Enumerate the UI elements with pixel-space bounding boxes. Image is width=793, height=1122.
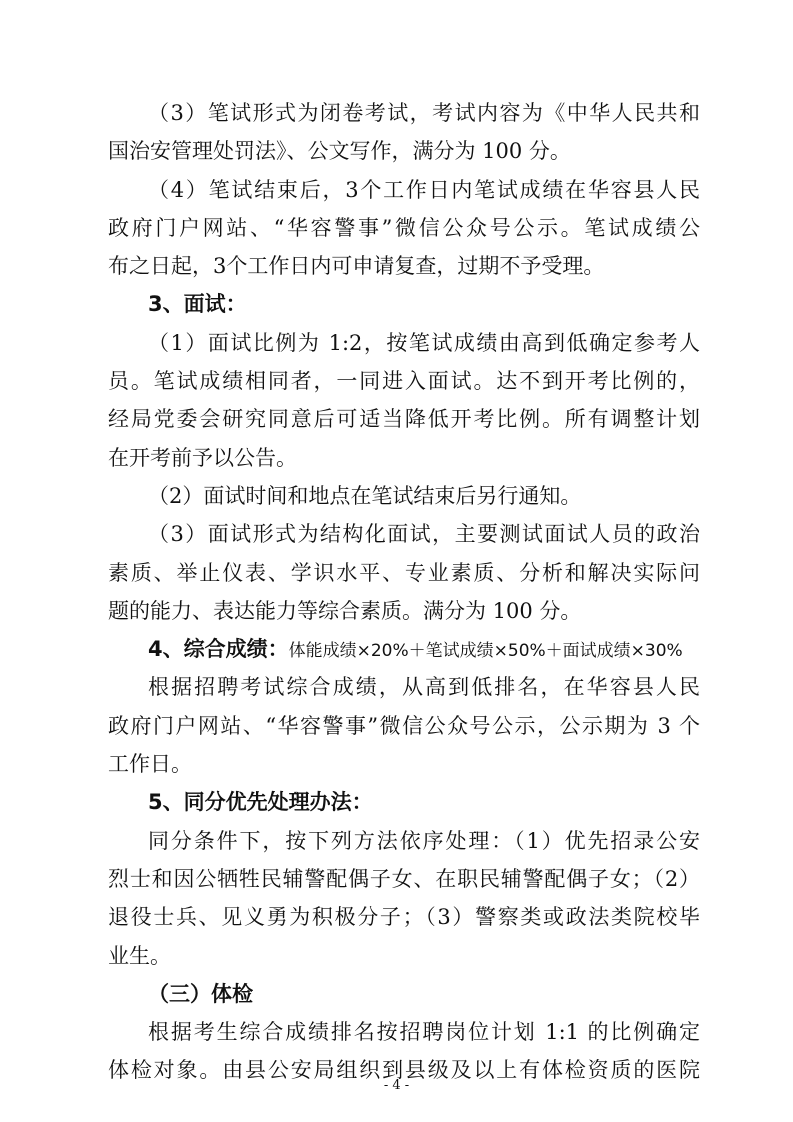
paragraph-line: 在开考前予以公告。 [108, 445, 297, 470]
section-heading: 4、综合成绩： [148, 637, 289, 662]
section-heading: （三）体检 [148, 981, 253, 1006]
page-number: - 4 - [383, 1078, 410, 1093]
paragraph-line: 退役士兵、见义勇为积极分子；（3）警察类或政法类院校毕 [108, 905, 700, 930]
paragraph-line: （3）面试形式为结构化面试，主要测试面试人员的政治 [148, 522, 700, 547]
paragraph-line: 根据考生综合成绩排名按招聘岗位计划 1:1 的比例确定 [148, 1020, 700, 1045]
paragraph-line: （3）笔试形式为闭卷考试，考试内容为《中华人民共和 [148, 101, 700, 125]
paragraph-line: 经局党委会研究同意后可适当降低开考比例。所有调整计划 [108, 407, 700, 432]
section-heading: 5、同分优先处理办法： [148, 790, 373, 815]
paragraph-line: 体检对象。由县公安局组织到县级及以上有体检资质的医院 [108, 1058, 700, 1083]
paragraph-line: 国治安管理处罚法》、公文写作，满分为 100 分。 [108, 139, 571, 164]
paragraph-line: 布之日起，3个工作日内可申请复查，过期不予受理。 [108, 254, 605, 279]
paragraph-line: 工作日。 [108, 752, 192, 777]
paragraph-line: 员。笔试成绩相同者，一同进入面试。达不到开考比例的， [108, 369, 700, 394]
score-formula-line [108, 630, 700, 668]
paragraph-line: （2）面试时间和地点在笔试结束后另行通知。 [148, 483, 582, 508]
section-heading: 3、面试： [148, 292, 247, 317]
document-body [108, 94, 700, 1090]
paragraph-line: （1）面试比例为 1:2，按笔试成绩由高到低确定参考人 [148, 330, 700, 355]
paragraph-line: 题的能力、表达能力等综合素质。满分为 100 分。 [108, 598, 582, 623]
score-formula: 体能成绩×20%＋笔试成绩×50%＋面试成绩×30% [288, 641, 683, 662]
paragraph-line: 政府门户网站、“华容警事”微信公众号公示。笔试成绩公 [108, 215, 700, 240]
paragraph-line: 烈士和因公牺牲民辅警配偶子女、在职民辅警配偶子女；（2） [108, 866, 700, 891]
paragraph-line: 根据招聘考试综合成绩，从高到低排名，在华容县人民 [148, 675, 700, 700]
paragraph-line: 同分条件下，按下列方法依序处理：（1）优先招录公安 [148, 828, 700, 853]
paragraph-line: 素质、举止仪表、学识水平、专业素质、分析和解决实际问 [108, 560, 700, 585]
paragraph-line: 政府门户网站、“华容警事”微信公众号公示，公示期为 3 个 [108, 713, 700, 738]
paragraph-line: （4）笔试结束后，3个工作日内笔试成绩在华容县人民 [148, 177, 700, 202]
paragraph-line: 业生。 [108, 943, 171, 968]
